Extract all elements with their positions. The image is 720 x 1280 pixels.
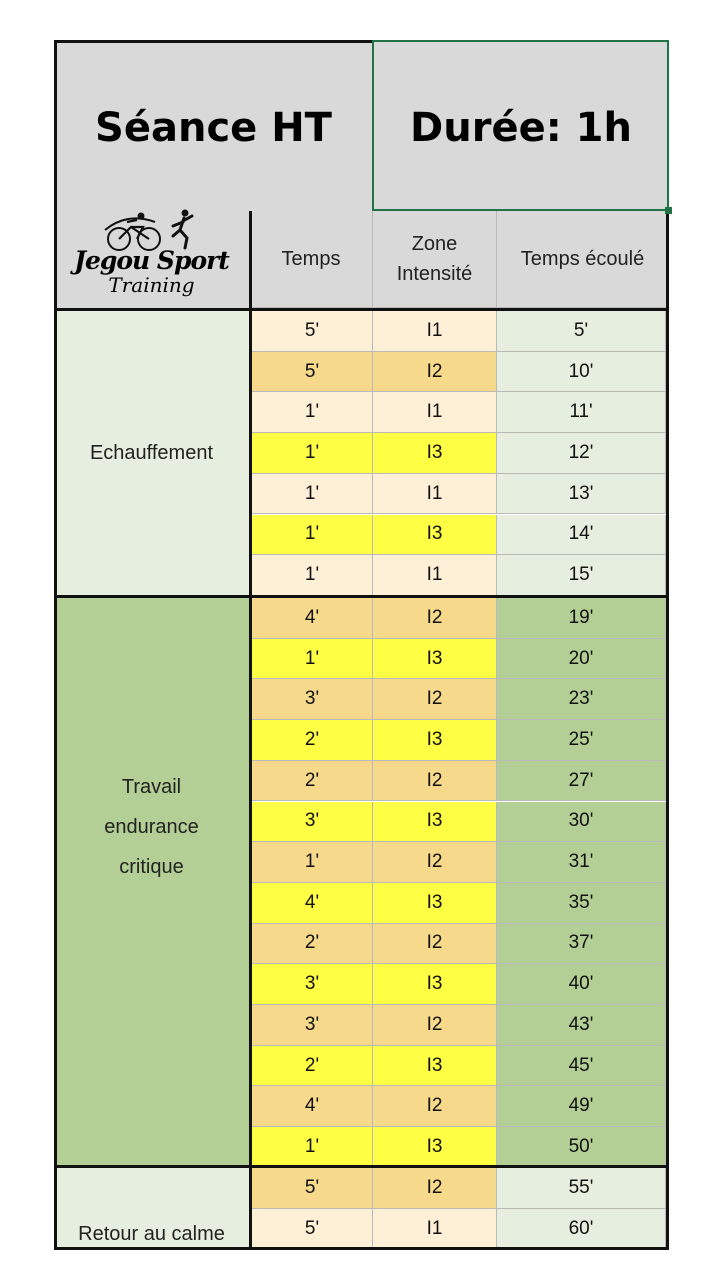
row-6-elapsed[interactable]	[497, 515, 666, 556]
logo-tagline: Training	[108, 272, 195, 297]
row-2-temps-value: 5'	[304, 360, 320, 382]
logo-cell	[54, 211, 250, 308]
row-9-elapsed-value: 20'	[568, 647, 594, 669]
row-21-elapsed[interactable]	[497, 1127, 666, 1168]
col-header-elapsed[interactable]: Temps écoulé	[497, 211, 669, 308]
row-1-elapsed[interactable]	[497, 311, 666, 352]
row-21-temps-value: 1'	[304, 1135, 320, 1157]
row-6-temps-value: 1'	[304, 523, 320, 545]
row-4-temps[interactable]	[252, 433, 373, 474]
row-10-zone[interactable]	[373, 679, 497, 720]
session-title: Séance HT	[95, 104, 332, 151]
row-14-zone[interactable]	[373, 842, 497, 883]
row-22-zone-value: I2	[426, 1177, 443, 1198]
row-11-zone-value: I3	[426, 728, 443, 750]
section-warmup[interactable]	[54, 311, 250, 595]
row-13-elapsed-value: 30'	[568, 810, 594, 832]
fill-handle[interactable]	[665, 207, 672, 214]
row-15-temps-value: 4'	[304, 891, 320, 913]
border-header-bottom	[54, 308, 669, 311]
row-12-zone[interactable]	[373, 761, 497, 802]
row-3-zone-value: I1	[426, 401, 443, 423]
row-20-temps-value: 4'	[304, 1095, 320, 1117]
row-23-elapsed-value: 60'	[568, 1217, 594, 1239]
row-1-zone-value: I1	[426, 319, 443, 341]
row-6-zone[interactable]	[373, 515, 497, 556]
row-5-temps[interactable]	[252, 474, 373, 515]
row-19-zone-value: I3	[426, 1054, 443, 1076]
row-18-temps[interactable]	[252, 1005, 373, 1046]
row-22-elapsed-value: 55'	[568, 1177, 594, 1198]
row-13-temps-value: 3'	[304, 810, 320, 832]
row-11-elapsed-value: 25'	[568, 728, 594, 750]
row-9-temps[interactable]	[252, 639, 373, 680]
row-22-elapsed[interactable]	[497, 1168, 666, 1209]
row-12-temps-value: 2'	[304, 769, 320, 791]
border-bottom	[54, 1247, 669, 1250]
row-2-temps[interactable]	[252, 352, 373, 393]
row-10-elapsed-value: 23'	[568, 688, 594, 710]
row-8-temps-value: 4'	[304, 606, 320, 628]
row-23-zone[interactable]	[373, 1209, 497, 1250]
row-16-elapsed[interactable]	[497, 924, 666, 965]
row-11-elapsed[interactable]	[497, 720, 666, 761]
row-3-elapsed-value: 11'	[569, 401, 593, 423]
row-14-temps-value: 1'	[304, 851, 320, 873]
row-4-temps-value: 1'	[304, 441, 320, 463]
row-10-zone-value: I2	[426, 688, 443, 710]
row-21-zone-value: I3	[426, 1135, 443, 1157]
row-15-temps[interactable]	[252, 883, 373, 924]
row-22-temps-value: 5'	[304, 1177, 320, 1198]
row-19-zone[interactable]	[373, 1046, 497, 1087]
row-15-zone[interactable]	[373, 883, 497, 924]
row-8-zone[interactable]	[373, 598, 497, 639]
row-6-temps[interactable]	[252, 515, 373, 556]
row-3-zone[interactable]	[373, 392, 497, 433]
row-15-elapsed[interactable]	[497, 883, 666, 924]
row-23-temps[interactable]	[252, 1209, 373, 1250]
row-4-elapsed[interactable]	[497, 433, 666, 474]
row-5-zone-value: I1	[426, 482, 443, 504]
row-1-zone[interactable]	[373, 311, 497, 352]
row-21-elapsed-value: 50'	[568, 1135, 594, 1157]
row-12-zone-value: I2	[426, 769, 443, 791]
row-14-zone-value: I2	[426, 851, 443, 873]
row-4-elapsed-value: 12'	[568, 441, 594, 463]
row-2-zone-value: I2	[426, 360, 443, 382]
row-20-elapsed-value: 49'	[568, 1095, 594, 1117]
section-warmup-label: Echauffement	[89, 441, 214, 464]
row-16-temps-value: 2'	[304, 932, 320, 954]
row-8-elapsed-value: 19'	[568, 606, 594, 628]
row-12-temps[interactable]	[252, 761, 373, 802]
row-15-elapsed-value: 35'	[568, 891, 594, 913]
row-9-temps-value: 1'	[304, 647, 320, 669]
logo-brand: Jegou Sport	[74, 245, 229, 275]
row-11-temps-value: 2'	[304, 728, 320, 750]
row-18-zone-value: I2	[426, 1013, 443, 1035]
row-23-temps-value: 5'	[304, 1217, 320, 1239]
border-section-col	[249, 211, 252, 1250]
row-17-temps-value: 3'	[304, 973, 320, 995]
row-7-elapsed[interactable]	[497, 555, 666, 596]
row-10-temps-value: 3'	[304, 688, 320, 710]
row-8-temps[interactable]	[252, 598, 373, 639]
row-21-zone[interactable]	[373, 1127, 497, 1168]
row-5-elapsed[interactable]	[497, 474, 666, 515]
row-2-elapsed-value: 10'	[568, 360, 594, 382]
section-cooldown[interactable]	[54, 1168, 250, 1250]
row-20-temps[interactable]	[252, 1086, 373, 1127]
row-19-elapsed[interactable]	[497, 1046, 666, 1087]
row-20-zone-value: I2	[426, 1095, 443, 1117]
row-13-zone-value: I3	[426, 810, 443, 832]
row-16-zone-value: I2	[426, 932, 443, 954]
row-7-temps-value: 1'	[304, 564, 320, 586]
row-20-zone[interactable]	[373, 1086, 497, 1127]
row-3-elapsed[interactable]	[497, 392, 666, 433]
row-22-zone[interactable]	[373, 1168, 497, 1209]
duration-title-cell[interactable]	[373, 40, 669, 211]
row-17-elapsed-value: 40'	[568, 973, 594, 995]
row-18-zone[interactable]	[373, 1005, 497, 1046]
col-header-temps[interactable]: Temps	[250, 211, 373, 308]
row-16-temps[interactable]	[252, 924, 373, 965]
row-7-temps[interactable]	[252, 555, 373, 596]
row-13-zone[interactable]	[373, 802, 497, 843]
row-19-elapsed-value: 45'	[568, 1054, 594, 1076]
row-7-elapsed-value: 15'	[568, 564, 594, 586]
row-2-zone[interactable]	[373, 352, 497, 393]
row-7-zone[interactable]	[373, 555, 497, 596]
duration-title: Durée: 1h	[410, 104, 632, 151]
row-16-elapsed-value: 37'	[568, 932, 594, 954]
border-left	[54, 40, 57, 1250]
row-6-zone-value: I3	[426, 523, 443, 545]
row-18-temps-value: 3'	[304, 1013, 320, 1035]
row-14-elapsed-value: 31'	[568, 851, 594, 873]
row-22-temps[interactable]	[252, 1168, 373, 1209]
row-17-zone[interactable]	[373, 964, 497, 1005]
row-17-elapsed[interactable]	[497, 964, 666, 1005]
border-main-bottom	[54, 1165, 669, 1168]
row-5-elapsed-value: 13'	[568, 482, 594, 504]
row-18-elapsed[interactable]	[497, 1005, 666, 1046]
row-23-zone-value: I1	[426, 1217, 443, 1239]
row-23-elapsed[interactable]	[497, 1209, 666, 1250]
row-4-zone-value: I3	[426, 441, 443, 463]
row-13-elapsed[interactable]	[497, 802, 666, 843]
row-7-zone-value: I1	[426, 564, 443, 586]
row-20-elapsed[interactable]	[497, 1086, 666, 1127]
row-1-temps[interactable]	[252, 311, 373, 352]
row-12-elapsed[interactable]	[497, 761, 666, 802]
border-right	[666, 211, 669, 1250]
row-6-elapsed-value: 14'	[568, 523, 594, 545]
row-17-zone-value: I3	[426, 973, 443, 995]
row-19-temps[interactable]	[252, 1046, 373, 1087]
row-8-elapsed[interactable]	[497, 598, 666, 639]
section-cooldown-label: Retour au calme	[78, 1223, 225, 1245]
row-9-elapsed[interactable]	[497, 639, 666, 680]
cyclist-runner-icon	[97, 208, 207, 252]
session-title-cell[interactable]	[54, 40, 373, 211]
session-sheet	[54, 40, 669, 1250]
border-warmup-bottom	[54, 595, 669, 598]
row-1-elapsed-value: 5'	[573, 319, 589, 341]
row-21-temps[interactable]	[252, 1127, 373, 1168]
row-1-temps-value: 5'	[304, 319, 320, 341]
row-17-temps[interactable]	[252, 964, 373, 1005]
row-13-temps[interactable]	[252, 802, 373, 843]
row-5-temps-value: 1'	[304, 482, 320, 504]
row-10-elapsed[interactable]	[497, 679, 666, 720]
row-18-elapsed-value: 43'	[568, 1013, 594, 1035]
row-11-temps[interactable]	[252, 720, 373, 761]
row-14-elapsed[interactable]	[497, 842, 666, 883]
row-3-temps-value: 1'	[304, 401, 320, 423]
row-15-zone-value: I3	[426, 891, 443, 913]
row-19-temps-value: 2'	[304, 1054, 320, 1076]
col-header-zone[interactable]: Zone Intensité	[373, 211, 497, 308]
row-9-zone-value: I3	[426, 647, 443, 669]
row-14-temps[interactable]	[252, 842, 373, 883]
row-12-elapsed-value: 27'	[568, 769, 594, 791]
section-main-set-label: Travail endurance critique	[104, 775, 199, 878]
row-2-elapsed[interactable]	[497, 352, 666, 393]
row-10-temps[interactable]	[252, 679, 373, 720]
row-9-zone[interactable]	[373, 639, 497, 680]
row-5-zone[interactable]	[373, 474, 497, 515]
row-8-zone-value: I2	[426, 606, 443, 628]
row-4-zone[interactable]	[373, 433, 497, 474]
row-11-zone[interactable]	[373, 720, 497, 761]
row-16-zone[interactable]	[373, 924, 497, 965]
section-main-set[interactable]	[54, 598, 250, 1165]
row-3-temps[interactable]	[252, 392, 373, 433]
border-top	[54, 40, 374, 43]
